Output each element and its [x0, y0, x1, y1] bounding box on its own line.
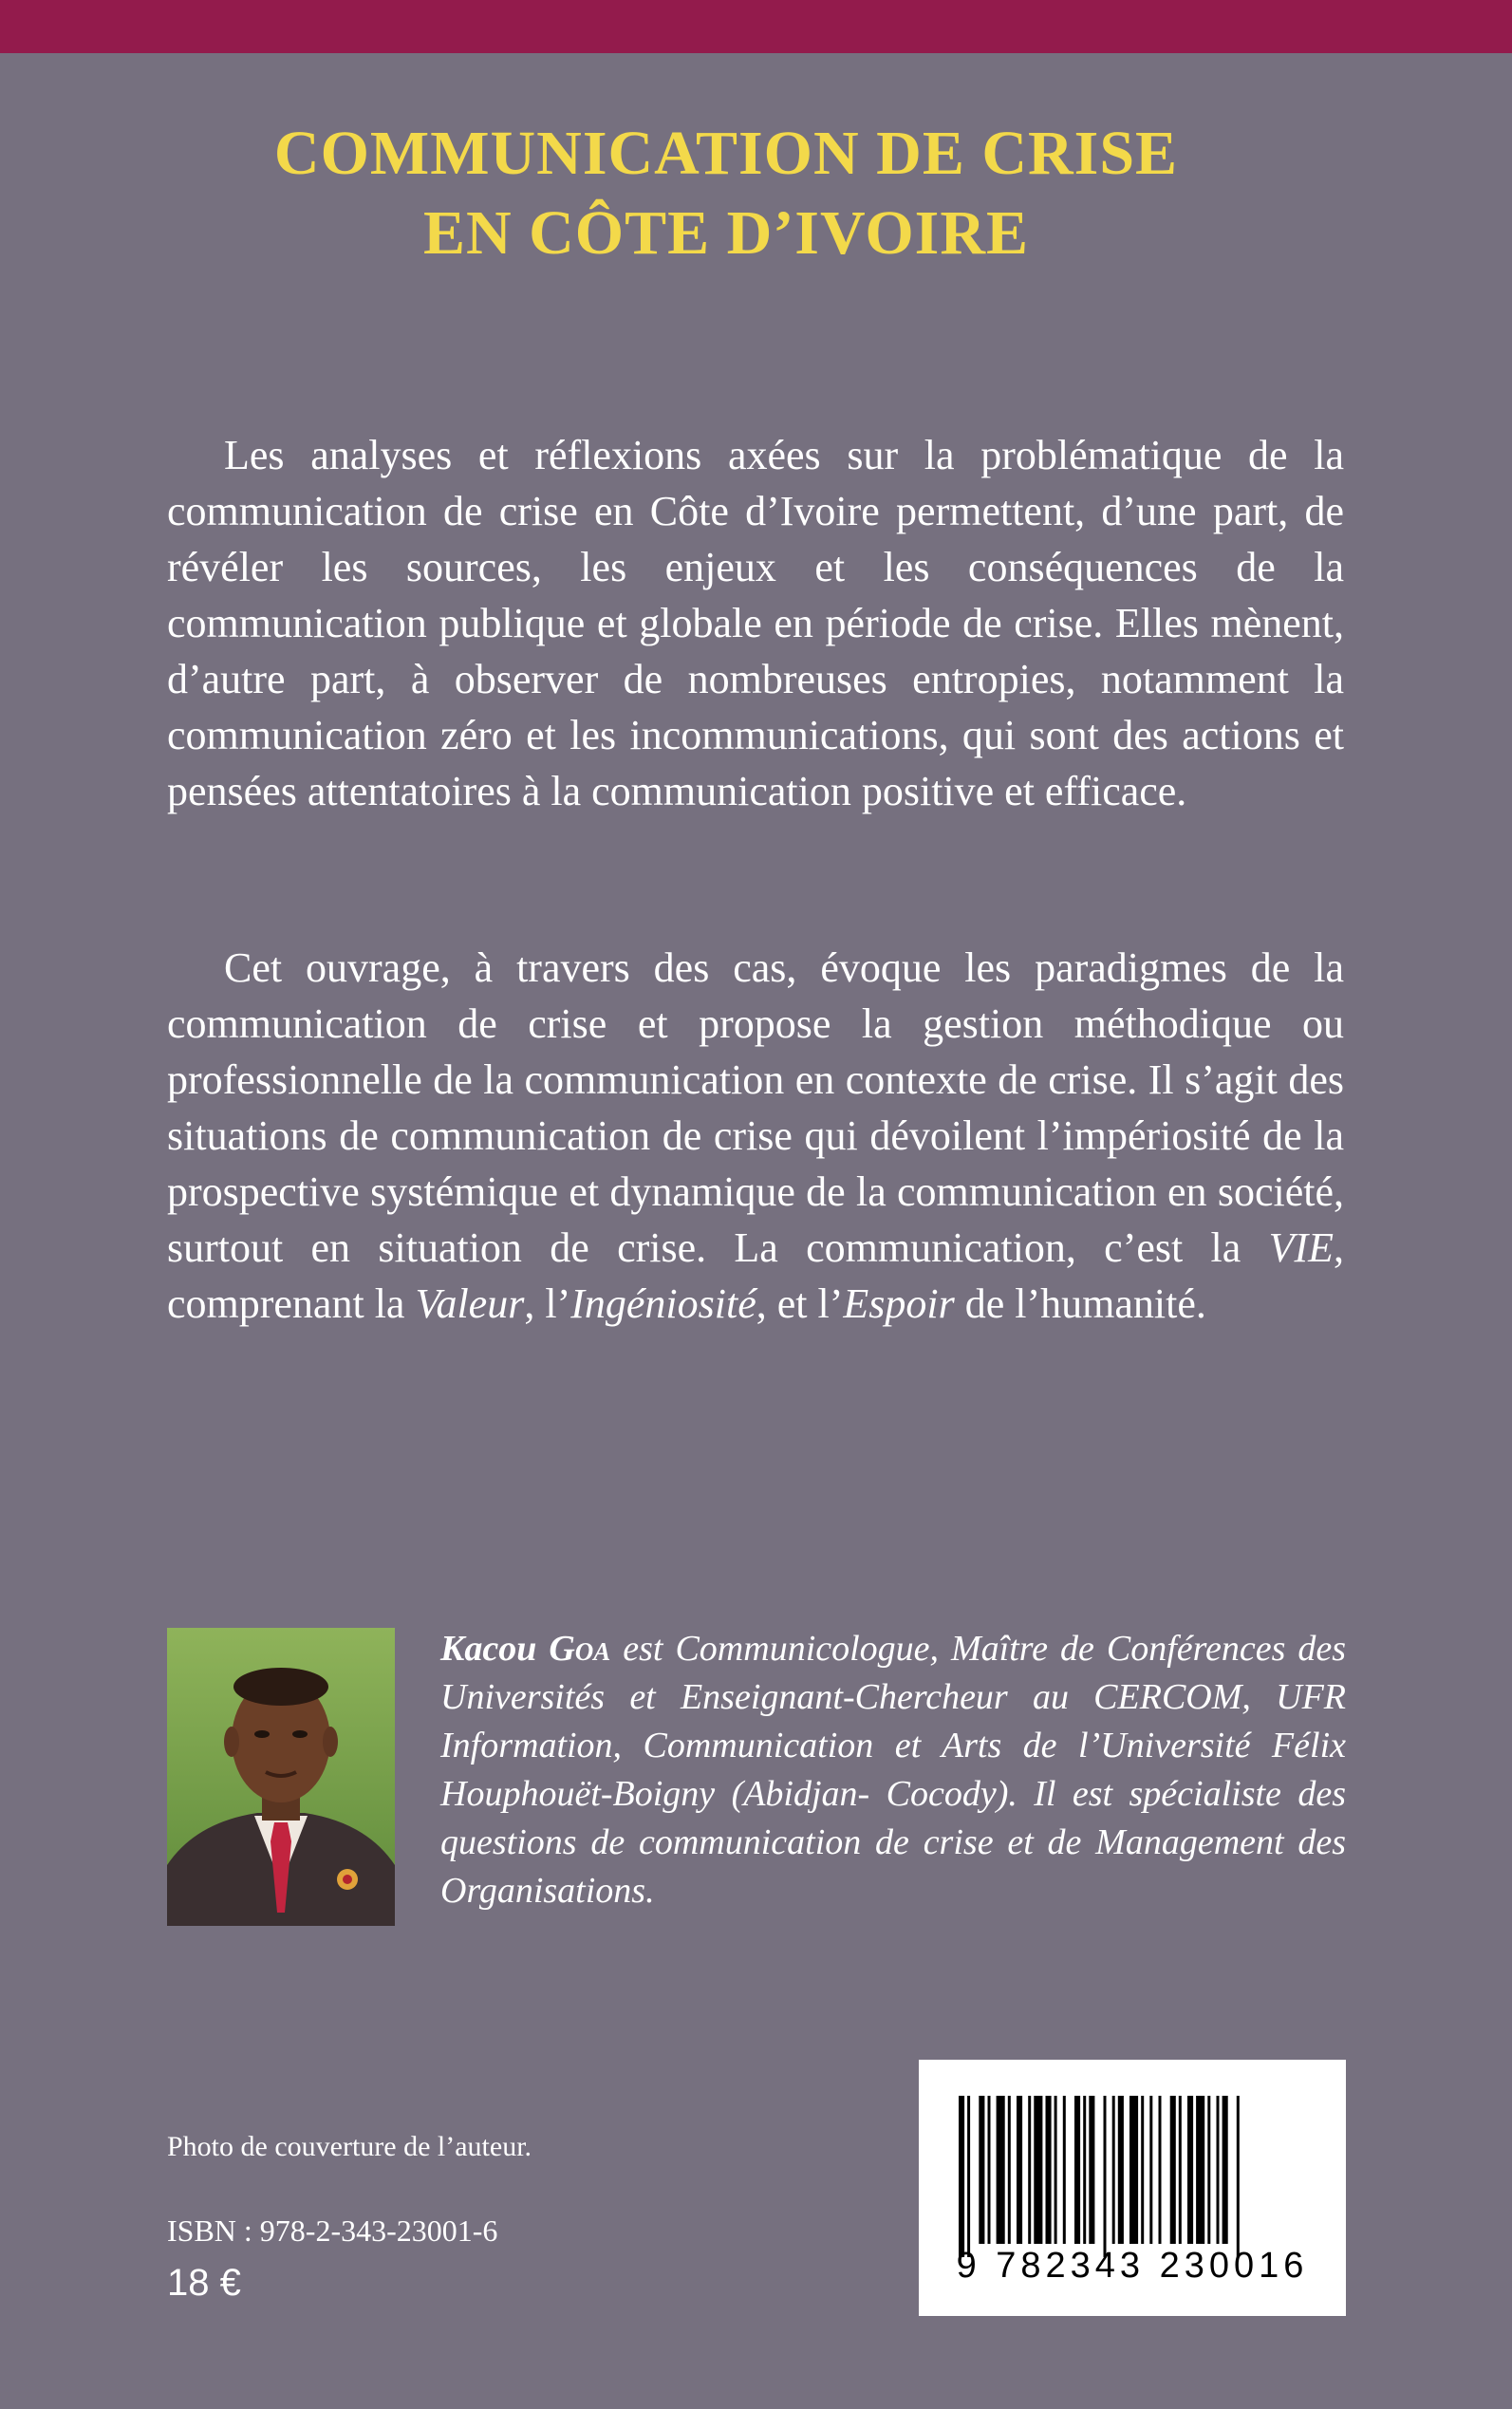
- blurb-paragraph-1: [167, 427, 1344, 819]
- barcode-bar: [1149, 2096, 1152, 2244]
- barcode-bar: [1112, 2096, 1115, 2244]
- blurb-paragraph-2: [167, 940, 1344, 1332]
- barcode-bar: [1207, 2096, 1210, 2244]
- book-title: [0, 114, 1452, 273]
- blurb-emphasis-vie: VIE: [1268, 1224, 1334, 1271]
- blurb-emphasis-valeur: Valeur: [415, 1280, 525, 1327]
- photo-credit: Photo de couverture de l’auteur.: [167, 2131, 532, 2162]
- barcode-bar: [1017, 2096, 1022, 2244]
- book-title-line-1: COMMUNICATION DE CRISE: [273, 119, 1179, 188]
- book-title-line-2: EN CÔTE D’IVOIRE: [422, 198, 1030, 268]
- top-color-band: [0, 0, 1512, 53]
- barcode-bar: [1028, 2096, 1031, 2244]
- barcode-bar: [1074, 2096, 1080, 2244]
- barcode-bar: [997, 2096, 1005, 2244]
- barcode-number: 9 782343 230016: [956, 2246, 1309, 2286]
- barcode-bar: [1223, 2096, 1228, 2244]
- barcode-bar: [1089, 2096, 1094, 2244]
- author-first-name: Kacou: [440, 1629, 537, 1669]
- blurb-emphasis-espoir: Espoir: [843, 1280, 955, 1327]
- barcode-bar: [1217, 2096, 1220, 2244]
- blurb-emphasis-ingeniosite: Ingéniosité: [570, 1280, 756, 1327]
- barcode-bar: [1170, 2096, 1176, 2244]
- barcode-bar: [1063, 2096, 1066, 2244]
- barcode-bar: [1118, 2096, 1124, 2244]
- barcode-bar: [1159, 2096, 1162, 2244]
- barcode-bar: [1237, 2096, 1240, 2257]
- author-bio-text: est Communicologue, Maître de Conférences des Universités et Enseignant-Chercheur au CERCOM, UFR Information, Communication et Arts de l’Université Félix Houphouët-Boigny (Abidjan- Cocody). Il est spécialiste des questions de communication de crise et de Management des Organisations.: [440, 1629, 1347, 1911]
- blurb-text-b: , comprenant la: [167, 1224, 1344, 1327]
- barcode-bar: [959, 2096, 964, 2257]
- author-bio: [440, 1625, 1346, 1915]
- author-last-name: Goa: [549, 1629, 611, 1669]
- barcode-bar: [1104, 2096, 1107, 2257]
- blurb-text-a: Cet ouvrage, à travers des cas, évoque les paradigmes de la communication de crise et propose la gestion méthodique ou professionnelle de la communication en contexte de crise. Il s’agit des situations de communication de crise qui dévoilent l’impériosité de la prospective systémique et dynamique de la communication en société, surtout en situation de crise. La communication, c’est la: [167, 944, 1344, 1271]
- barcode-bar: [988, 2096, 991, 2244]
- barcode-bar: [1083, 2096, 1086, 2244]
- barcode-bar: [1034, 2096, 1042, 2244]
- barcode: [919, 2060, 1346, 2316]
- barcode-bar: [1129, 2096, 1138, 2244]
- price: 18 €: [167, 2262, 241, 2304]
- isbn: ISBN : 978-2-343-23001-6: [167, 2213, 498, 2248]
- barcode-bar: [1187, 2096, 1193, 2244]
- blurb-text-e: de l’humanité.: [954, 1280, 1206, 1327]
- blurb-paragraph-1-text: Les analyses et réflexions axées sur la problématique de la communication de crise en Côte d’Ivoire permettent, d’une part, de révéler les sources, les enjeux et les conséquences de la communication publique et globale en période de crise. Elles mènent, d’autre part, à observer de nombreuses entropies, notamment la communication zéro et les incommunications, qui sont des actions et pensées attentatoires à la communication positive et efficace.: [167, 432, 1344, 814]
- barcode-bar: [967, 2096, 970, 2257]
- barcode-bar: [1141, 2096, 1144, 2244]
- barcode-bar: [1055, 2096, 1057, 2244]
- blurb-text-c: , l’: [524, 1280, 571, 1327]
- barcode-bar: [1008, 2096, 1011, 2244]
- blurb-text-d: , et l’: [756, 1280, 844, 1327]
- barcode-bar: [979, 2096, 984, 2244]
- barcode-bar: [1196, 2096, 1204, 2244]
- author-portrait-icon: [167, 1628, 395, 1926]
- author-photo: [167, 1628, 395, 1926]
- barcode-bar: [1046, 2096, 1052, 2244]
- barcode-bar: [1179, 2096, 1182, 2244]
